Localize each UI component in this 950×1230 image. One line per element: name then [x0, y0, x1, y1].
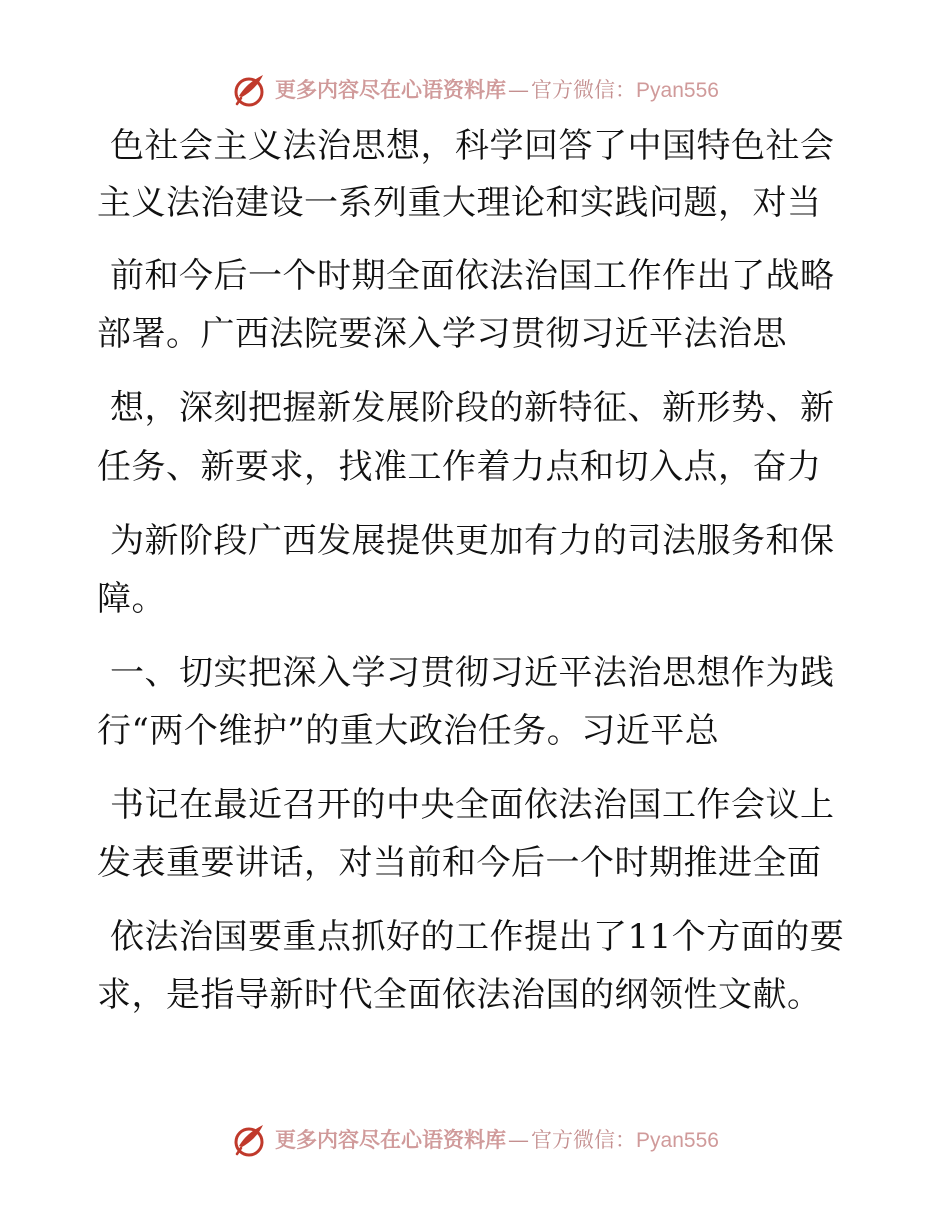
body-line: 求，是指导新时代全面依法治国的纲领性文献。 [97, 975, 822, 1015]
banner-separator: — [508, 1128, 530, 1152]
body-line: 障。 [97, 579, 166, 619]
body-line: 为新阶段广西发展提供更加有力的司法服务和保 [110, 521, 835, 561]
body-line: 前和今后一个时期全面依法治国工作作出了战略 [110, 256, 835, 296]
banner-wechat-label: 官方微信： [531, 1128, 637, 1152]
body-line: 一、切实把深入学习贯彻习近平法治思想作为践 [110, 653, 835, 693]
body-line: 行“两个维护”的重大政治任务。习近平总 [97, 711, 720, 751]
banner-wechat-id: Pyan556 [636, 79, 719, 102]
body-line: 任务、新要求，找准工作着力点和切入点，奋力 [97, 447, 822, 487]
banner-main-text: 更多内容尽在心语资料库 [275, 77, 507, 102]
body-line: 色社会主义法治思想，科学回答了中国特色社会 [110, 126, 835, 166]
body-line: 发表重要讲话，对当前和今后一个时期推进全面 [97, 843, 822, 883]
body-line: 依法治国要重点抓好的工作提出了11个方面的要 [110, 917, 845, 957]
banner-wechat-label: 官方微信： [531, 78, 637, 102]
quill-logo-icon [231, 1122, 267, 1158]
banner-wechat-id: Pyan556 [636, 1129, 719, 1152]
banner-separator: — [508, 78, 530, 102]
banner-main-text: 更多内容尽在心语资料库 [275, 1127, 507, 1152]
banner-text [275, 1129, 719, 1151]
body-line: 主义法治建设一系列重大理论和实践问题，对当 [97, 183, 822, 223]
body-line: 想，深刻把握新发展阶段的新特征、新形势、新 [110, 388, 835, 428]
body-line: 部署。广西法院要深入学习贯彻习近平法治思 [97, 314, 787, 354]
body-line: 书记在最近召开的中央全面依法治国工作会议上 [110, 785, 835, 825]
footer-watermark-banner [0, 1119, 950, 1161]
